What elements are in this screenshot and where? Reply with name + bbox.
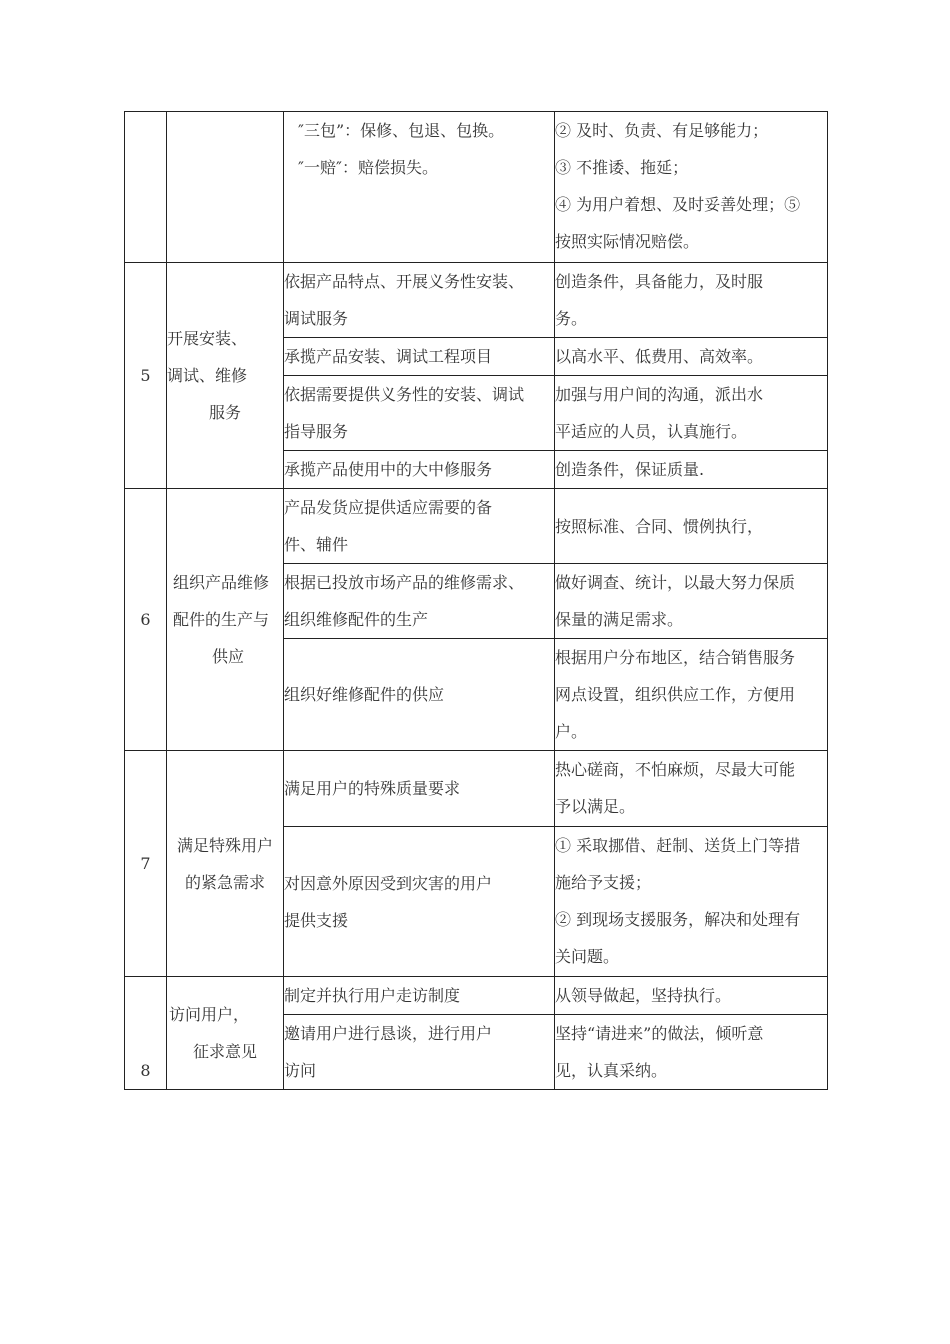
item-cell (284, 639, 555, 751)
requirement-text: 热心磋商，不怕麻烦，尽最大可能 (555, 760, 796, 779)
title-text: 组织产品维修 (173, 573, 270, 592)
item-text: 指导服务 (284, 422, 349, 441)
requirement-cell (555, 451, 828, 489)
item-text: 满足用户的特殊质量要求 (284, 779, 461, 798)
item-text: 调试服务 (284, 309, 349, 328)
item-text: 访问 (284, 1061, 317, 1080)
requirement-text: ③ 不推诿、拖延； (555, 158, 689, 177)
requirement-text: 施给予支援； (555, 873, 652, 892)
requirement-cell (555, 751, 828, 827)
requirement-text: ② 及时、负责、有足够能力； (555, 121, 769, 140)
item-text: ″三包”：保修、包退、包换。 (298, 121, 505, 140)
requirement-cell (555, 827, 828, 977)
requirement-text: 坚持“请进来”的做法，倾听意 (555, 1024, 764, 1043)
item-cell (284, 977, 555, 1015)
title-text: 服务 (208, 403, 241, 422)
item-cell (284, 489, 555, 564)
item-text: 邀请用户进行恳谈，进行用户 (284, 1024, 493, 1043)
item-text: 对因意外原因受到灾害的用户 (284, 873, 493, 893)
item-cell (284, 564, 555, 639)
requirement-text: ④ 为用户着想、及时妥善处理；⑤ (555, 195, 801, 214)
section-title (167, 977, 284, 1090)
title-text: 满足特殊用户 (176, 835, 273, 855)
title-cell (167, 112, 284, 263)
table-row (125, 112, 828, 263)
title-text: 访问用户， (169, 1005, 250, 1024)
table-row (125, 263, 828, 338)
item-cell (284, 112, 555, 263)
section-title (167, 263, 284, 489)
item-cell (284, 376, 555, 451)
section-number: 5 (125, 263, 167, 489)
title-text: 开展安装、 (167, 329, 248, 348)
item-text: 组织维修配件的生产 (284, 610, 429, 629)
requirement-cell (555, 263, 828, 338)
item-cell (284, 827, 555, 977)
requirement-text: 关问题。 (555, 947, 620, 966)
service-table (124, 111, 828, 1090)
requirement-text: 从领导做起，坚持执行。 (555, 986, 732, 1005)
item-cell (284, 751, 555, 827)
item-text: 制定并执行用户走访制度 (284, 986, 461, 1005)
section-number: 6 (125, 489, 167, 751)
requirement-cell (555, 489, 828, 564)
item-text: 件、辅件 (284, 535, 349, 554)
requirement-cell (555, 977, 828, 1015)
section-title (167, 751, 284, 977)
requirement-text: 网点设置，组织供应工作，方便用 (555, 685, 796, 704)
item-text: 依据产品特点、开展义务性安装、 (284, 272, 525, 291)
item-text: 承揽产品安装、调试工程项目 (284, 347, 493, 366)
requirement-cell (555, 376, 828, 451)
requirement-cell (555, 338, 828, 376)
requirement-text: 以高水平、低费用、高效率。 (555, 347, 764, 366)
title-text: 供应 (211, 647, 244, 666)
requirement-text: 按照标准、合同、惯例执行， (555, 516, 764, 536)
section-number: 7 (125, 751, 167, 977)
item-text: 依据需要提供义务性的安装、调试 (284, 385, 525, 404)
item-cell (284, 338, 555, 376)
title-text: 征求意见 (192, 1042, 257, 1061)
no-cell (125, 112, 167, 263)
item-cell (284, 1015, 555, 1090)
table-row (125, 489, 828, 564)
section-number: 8 (125, 977, 167, 1090)
item-cell (284, 451, 555, 489)
requirement-text: ② 到现场支援服务，解决和处理有 (555, 910, 801, 929)
section-title (167, 489, 284, 751)
requirement-text: 创造条件，具备能力，及时服 (555, 272, 764, 291)
item-text: 根据已投放市场产品的维修需求、 (284, 573, 525, 592)
requirement-text: ① 采取挪借、赶制、送货上门等措 (555, 836, 801, 855)
requirement-text: 根据用户分布地区，结合销售服务 (555, 648, 796, 667)
requirement-text: 创造条件，保证质量. (555, 460, 705, 479)
requirement-text: 按照实际情况赔偿。 (555, 232, 700, 251)
requirement-text: 加强与用户间的沟通，派出水 (555, 385, 764, 404)
requirement-cell (555, 112, 828, 263)
item-cell (284, 263, 555, 338)
requirement-text: 户。 (555, 722, 588, 741)
requirement-text: 见，认真采纳。 (555, 1061, 668, 1080)
requirement-text: 予以满足。 (555, 797, 636, 816)
requirement-text: 务。 (555, 309, 588, 328)
item-text: 组织好维修配件的供应 (284, 685, 445, 704)
item-text: 提供支援 (284, 910, 349, 930)
requirement-cell (555, 564, 828, 639)
table-row (125, 751, 828, 827)
item-text: 产品发货应提供适应需要的备 (284, 498, 493, 517)
requirement-text: 平适应的人员，认真施行。 (555, 422, 748, 441)
title-text: 的紧急需求 (184, 872, 265, 892)
title-text: 配件的生产与 (173, 610, 270, 629)
table-row (125, 977, 828, 1015)
requirement-cell (555, 1015, 828, 1090)
item-text: ″一赔″：赔偿损失。 (298, 158, 438, 177)
requirement-text: 做好调查、统计，以最大努力保质 (555, 573, 796, 592)
requirement-cell (555, 639, 828, 751)
title-text: 调试、维修 (167, 366, 248, 385)
item-text: 承揽产品使用中的大中修服务 (284, 460, 493, 479)
requirement-text: 保量的满足需求。 (555, 610, 684, 629)
